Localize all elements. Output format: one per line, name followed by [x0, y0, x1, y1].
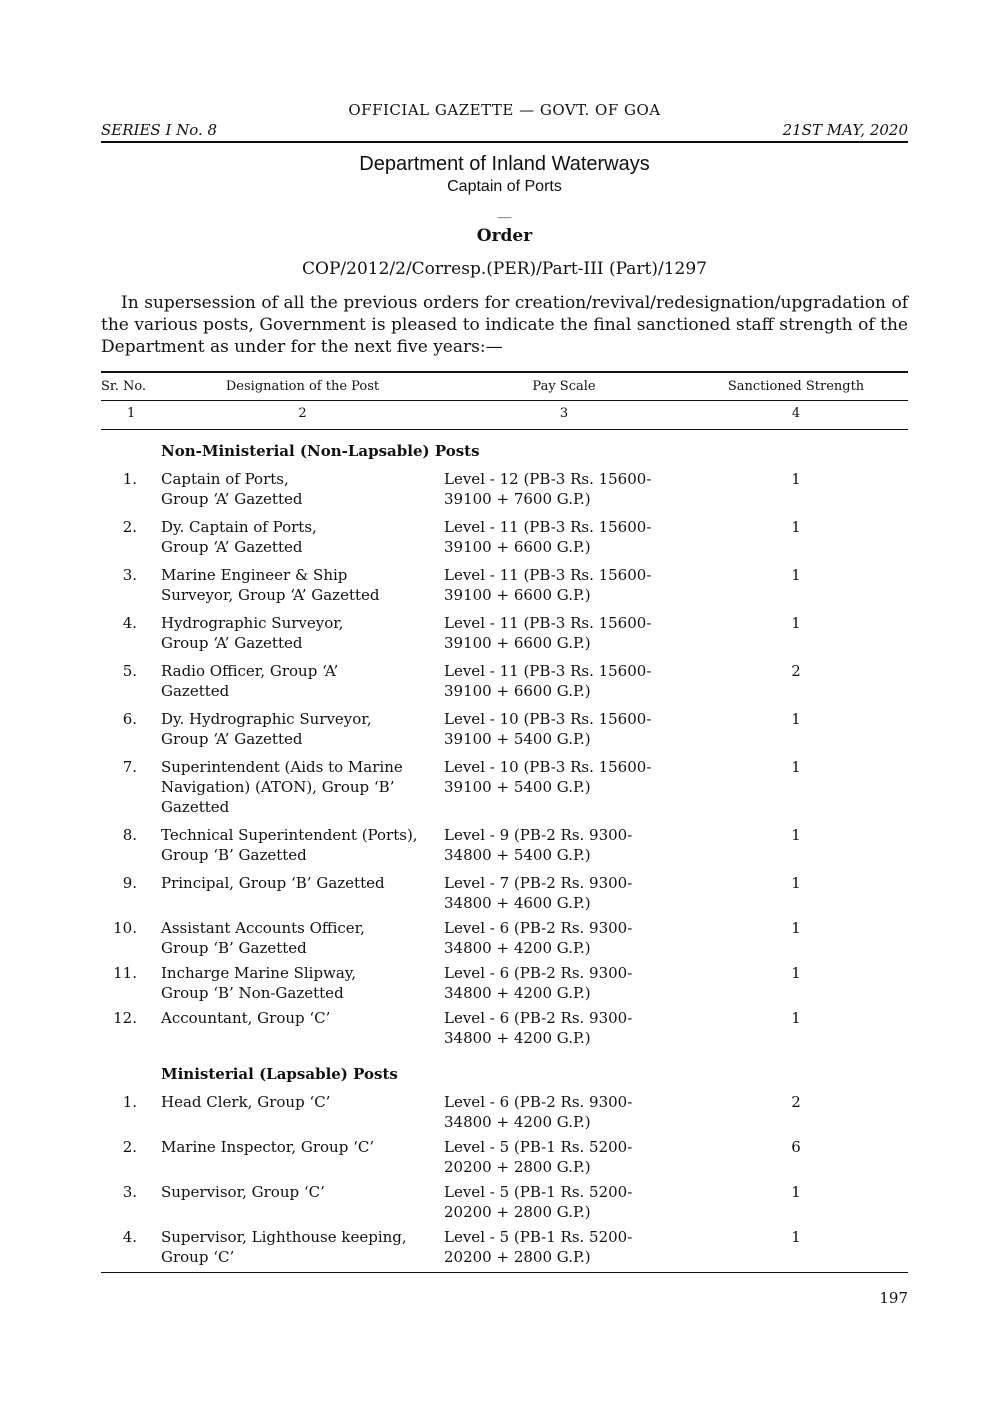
pay-scale-line: 39100 + 6600 G.P.)	[444, 634, 591, 652]
pay-scale-line: Level - 10 (PB-3 Rs. 15600-	[444, 710, 652, 728]
section-heading-row	[101, 1053, 908, 1092]
pay-scale-cell	[444, 517, 684, 565]
sr-no-cell: 1.	[122, 470, 137, 488]
designation-line: Captain of Ports,	[161, 470, 289, 488]
header-designation: Designation of the Post	[161, 372, 444, 401]
pay-scale-line: 39100 + 6600 G.P.)	[444, 538, 591, 556]
pay-scale-line: 34800 + 4200 G.P.)	[444, 939, 591, 957]
strength-cell: 1	[791, 758, 801, 776]
pay-scale-cell	[444, 661, 684, 709]
pay-scale-line: Level - 5 (PB-1 Rs. 5200-	[444, 1138, 633, 1156]
designation-line: Head Clerk, Group ‘C’	[161, 1093, 331, 1111]
designation-line: Group ‘B’ Gazetted	[161, 939, 307, 957]
table-row	[101, 963, 908, 1008]
table-row	[101, 873, 908, 918]
section-heading-row	[101, 430, 908, 470]
sr-no-cell: 5.	[122, 662, 137, 680]
designation-line: Marine Engineer & Ship	[161, 566, 348, 584]
pay-scale-line: 39100 + 6600 G.P.)	[444, 682, 591, 700]
strength-cell: 1	[791, 566, 801, 584]
pay-scale-line: 20200 + 2800 G.P.)	[444, 1248, 591, 1266]
pay-scale-line: 34800 + 4600 G.P.)	[444, 894, 591, 912]
strength-cell: 1	[791, 614, 801, 632]
designation-line: Dy. Captain of Ports,	[161, 518, 317, 536]
office-name: Captain of Ports	[447, 178, 562, 195]
pay-scale-line: Level - 12 (PB-3 Rs. 15600-	[444, 470, 652, 488]
pay-scale-line: Level - 11 (PB-3 Rs. 15600-	[444, 518, 652, 536]
pay-scale-line: Level - 7 (PB-2 Rs. 9300-	[444, 874, 633, 892]
designation-line: Dy. Hydrographic Surveyor,	[161, 710, 372, 728]
designation-cell	[161, 661, 444, 709]
pay-scale-line: Level - 11 (PB-3 Rs. 15600-	[444, 662, 652, 680]
column-number: 1	[101, 401, 161, 430]
table-row	[101, 661, 908, 709]
sr-no-cell: 8.	[122, 826, 137, 844]
sr-no-cell: 2.	[122, 1138, 137, 1156]
designation-line: Group ‘A’ Gazetted	[161, 634, 303, 652]
table-row	[101, 1137, 908, 1182]
designation-line: Gazetted	[161, 682, 230, 700]
sr-no-cell: 3.	[122, 1183, 137, 1201]
sr-no-cell: 11.	[113, 964, 137, 982]
strength-cell: 1	[791, 826, 801, 844]
designation-cell	[161, 1137, 444, 1182]
section-title: Ministerial (Lapsable) Posts	[161, 1065, 398, 1083]
staff-strength-table	[101, 371, 908, 1273]
pay-scale-cell	[444, 1137, 684, 1182]
pay-scale-line: 39100 + 6600 G.P.)	[444, 586, 591, 604]
designation-line: Group ‘A’ Gazetted	[161, 730, 303, 748]
sr-no-cell: 3.	[122, 566, 137, 584]
table-row	[101, 517, 908, 565]
page-number: 197	[879, 1289, 908, 1307]
designation-line: Supervisor, Group ‘C’	[161, 1183, 325, 1201]
pay-scale-cell	[444, 1227, 684, 1273]
pay-scale-line: Level - 9 (PB-2 Rs. 9300-	[444, 826, 633, 844]
pay-scale-line: Level - 6 (PB-2 Rs. 9300-	[444, 1009, 633, 1027]
series-number: SERIES I No. 8	[101, 121, 218, 139]
strength-cell: 6	[791, 1138, 801, 1156]
designation-line: Group ‘A’ Gazetted	[161, 490, 303, 508]
strength-cell: 1	[791, 964, 801, 982]
table-row	[101, 565, 908, 613]
designation-cell	[161, 517, 444, 565]
designation-cell	[161, 1182, 444, 1227]
designation-cell	[161, 825, 444, 873]
pay-scale-line: 20200 + 2800 G.P.)	[444, 1158, 591, 1176]
designation-cell	[161, 757, 444, 825]
designation-line: Technical Superintendent (Ports),	[161, 826, 418, 844]
pay-scale-line: 34800 + 4200 G.P.)	[444, 984, 591, 1002]
designation-line: Group ‘B’ Non-Gazetted	[161, 984, 344, 1002]
issue-date: 21ST MAY, 2020	[782, 121, 908, 139]
sr-no-cell: 1.	[122, 1093, 137, 1111]
table-row	[101, 709, 908, 757]
pay-scale-line: Level - 10 (PB-3 Rs. 15600-	[444, 758, 652, 776]
pay-scale-line: 34800 + 4200 G.P.)	[444, 1113, 591, 1131]
strength-cell: 1	[791, 518, 801, 536]
pay-scale-cell	[444, 873, 684, 918]
sr-no-cell: 2.	[122, 518, 137, 536]
designation-cell	[161, 469, 444, 517]
pay-scale-cell	[444, 963, 684, 1008]
table-row	[101, 1227, 908, 1273]
pay-scale-cell	[444, 918, 684, 963]
table-row	[101, 469, 908, 517]
strength-cell: 2	[791, 662, 801, 680]
pay-scale-line: Level - 11 (PB-3 Rs. 15600-	[444, 614, 652, 632]
pay-scale-line: Level - 11 (PB-3 Rs. 15600-	[444, 566, 652, 584]
gazette-page	[101, 100, 908, 1273]
strength-cell: 1	[791, 1009, 801, 1027]
pay-scale-line: 39100 + 5400 G.P.)	[444, 730, 591, 748]
pay-scale-cell	[444, 1182, 684, 1227]
column-number: 2	[161, 401, 444, 430]
table-row	[101, 613, 908, 661]
designation-cell	[161, 918, 444, 963]
pay-scale-cell	[444, 709, 684, 757]
table-row	[101, 825, 908, 873]
pay-scale-line: Level - 5 (PB-1 Rs. 5200-	[444, 1183, 633, 1201]
pay-scale-line: Level - 6 (PB-2 Rs. 9300-	[444, 1093, 633, 1111]
sr-no-cell: 12.	[113, 1009, 137, 1027]
pay-scale-line: 34800 + 4200 G.P.)	[444, 1029, 591, 1047]
table-header-row	[101, 372, 908, 401]
column-number: 4	[684, 401, 908, 430]
pay-scale-line: Level - 5 (PB-1 Rs. 5200-	[444, 1228, 633, 1246]
column-number: 3	[444, 401, 684, 430]
pay-scale-line: 39100 + 5400 G.P.)	[444, 778, 591, 796]
designation-line: Group ‘C’	[161, 1248, 235, 1266]
pay-scale-cell	[444, 613, 684, 661]
designation-cell	[161, 1008, 444, 1053]
designation-cell	[161, 709, 444, 757]
strength-cell: 1	[791, 1228, 801, 1246]
pay-scale-cell	[444, 469, 684, 517]
pay-scale-line: Level - 6 (PB-2 Rs. 9300-	[444, 964, 633, 982]
designation-line: Assistant Accounts Officer,	[161, 919, 365, 937]
strength-cell: 1	[791, 710, 801, 728]
designation-line: Group ‘B’ Gazetted	[161, 846, 307, 864]
header-sanctioned-strength: Sanctioned Strength	[684, 372, 908, 401]
pay-scale-cell	[444, 565, 684, 613]
pay-scale-line: 39100 + 7600 G.P.)	[444, 490, 591, 508]
table-row	[101, 1182, 908, 1227]
table-row	[101, 1092, 908, 1137]
order-paragraph: In supersession of all the previous orders for creation/revival/redesignation/upgradation of the various posts, Government is pleased to indicate the final sanctioned staff strength of the Department as under for the next five years:—	[101, 293, 908, 357]
order-heading: Order	[476, 226, 533, 246]
series-row	[101, 120, 908, 143]
strength-cell: 1	[791, 1183, 801, 1201]
pay-scale-cell	[444, 1092, 684, 1137]
header-sr-no: Sr. No.	[101, 372, 161, 401]
pay-scale-cell	[444, 1008, 684, 1053]
designation-cell	[161, 1227, 444, 1273]
table-row	[101, 918, 908, 963]
pay-scale-line: Level - 6 (PB-2 Rs. 9300-	[444, 919, 633, 937]
sr-no-cell: 9.	[122, 874, 137, 892]
designation-line: Radio Officer, Group ‘A’	[161, 662, 339, 680]
sr-no-cell: 4.	[122, 1228, 137, 1246]
sr-no-cell: 7.	[122, 758, 137, 776]
designation-line: Hydrographic Surveyor,	[161, 614, 344, 632]
sr-no-cell: 4.	[122, 614, 137, 632]
sr-no-cell: 10.	[113, 919, 137, 937]
order-reference: COP/2012/2/Corresp.(PER)/Part-III (Part)/1297	[302, 259, 707, 279]
pay-scale-line: 20200 + 2800 G.P.)	[444, 1203, 591, 1221]
section-title: Non-Ministerial (Non-Lapsable) Posts	[161, 442, 480, 460]
pay-scale-cell	[444, 825, 684, 873]
designation-line: Incharge Marine Slipway,	[161, 964, 357, 982]
designation-cell	[161, 873, 444, 918]
designation-cell	[161, 565, 444, 613]
designation-line: Principal, Group ‘B’ Gazetted	[161, 874, 385, 892]
designation-line: Accountant, Group ‘C’	[161, 1009, 331, 1027]
designation-cell	[161, 1092, 444, 1137]
gazette-title: OFFICIAL GAZETTE — GOVT. OF GOA	[348, 101, 661, 119]
separator: __	[497, 203, 512, 219]
pay-scale-line: 34800 + 5400 G.P.)	[444, 846, 591, 864]
strength-cell: 1	[791, 874, 801, 892]
department-name: Department of Inland Waterways	[359, 153, 650, 175]
pay-scale-cell	[444, 757, 684, 825]
sr-no-cell: 6.	[122, 710, 137, 728]
column-number-row	[101, 401, 908, 430]
designation-line: Navigation) (ATON), Group ‘B’	[161, 778, 395, 796]
designation-cell	[161, 963, 444, 1008]
strength-cell: 2	[791, 1093, 801, 1111]
strength-cell: 1	[791, 470, 801, 488]
designation-cell	[161, 613, 444, 661]
designation-line: Group ‘A’ Gazetted	[161, 538, 303, 556]
header-pay-scale: Pay Scale	[444, 372, 684, 401]
table-row	[101, 757, 908, 825]
designation-line: Gazetted	[161, 798, 230, 816]
designation-line: Marine Inspector, Group ‘C’	[161, 1138, 375, 1156]
designation-line: Surveyor, Group ‘A’ Gazetted	[161, 586, 380, 604]
strength-cell: 1	[791, 919, 801, 937]
designation-line: Superintendent (Aids to Marine	[161, 758, 403, 776]
table-row	[101, 1008, 908, 1053]
designation-line: Supervisor, Lighthouse keeping,	[161, 1228, 407, 1246]
